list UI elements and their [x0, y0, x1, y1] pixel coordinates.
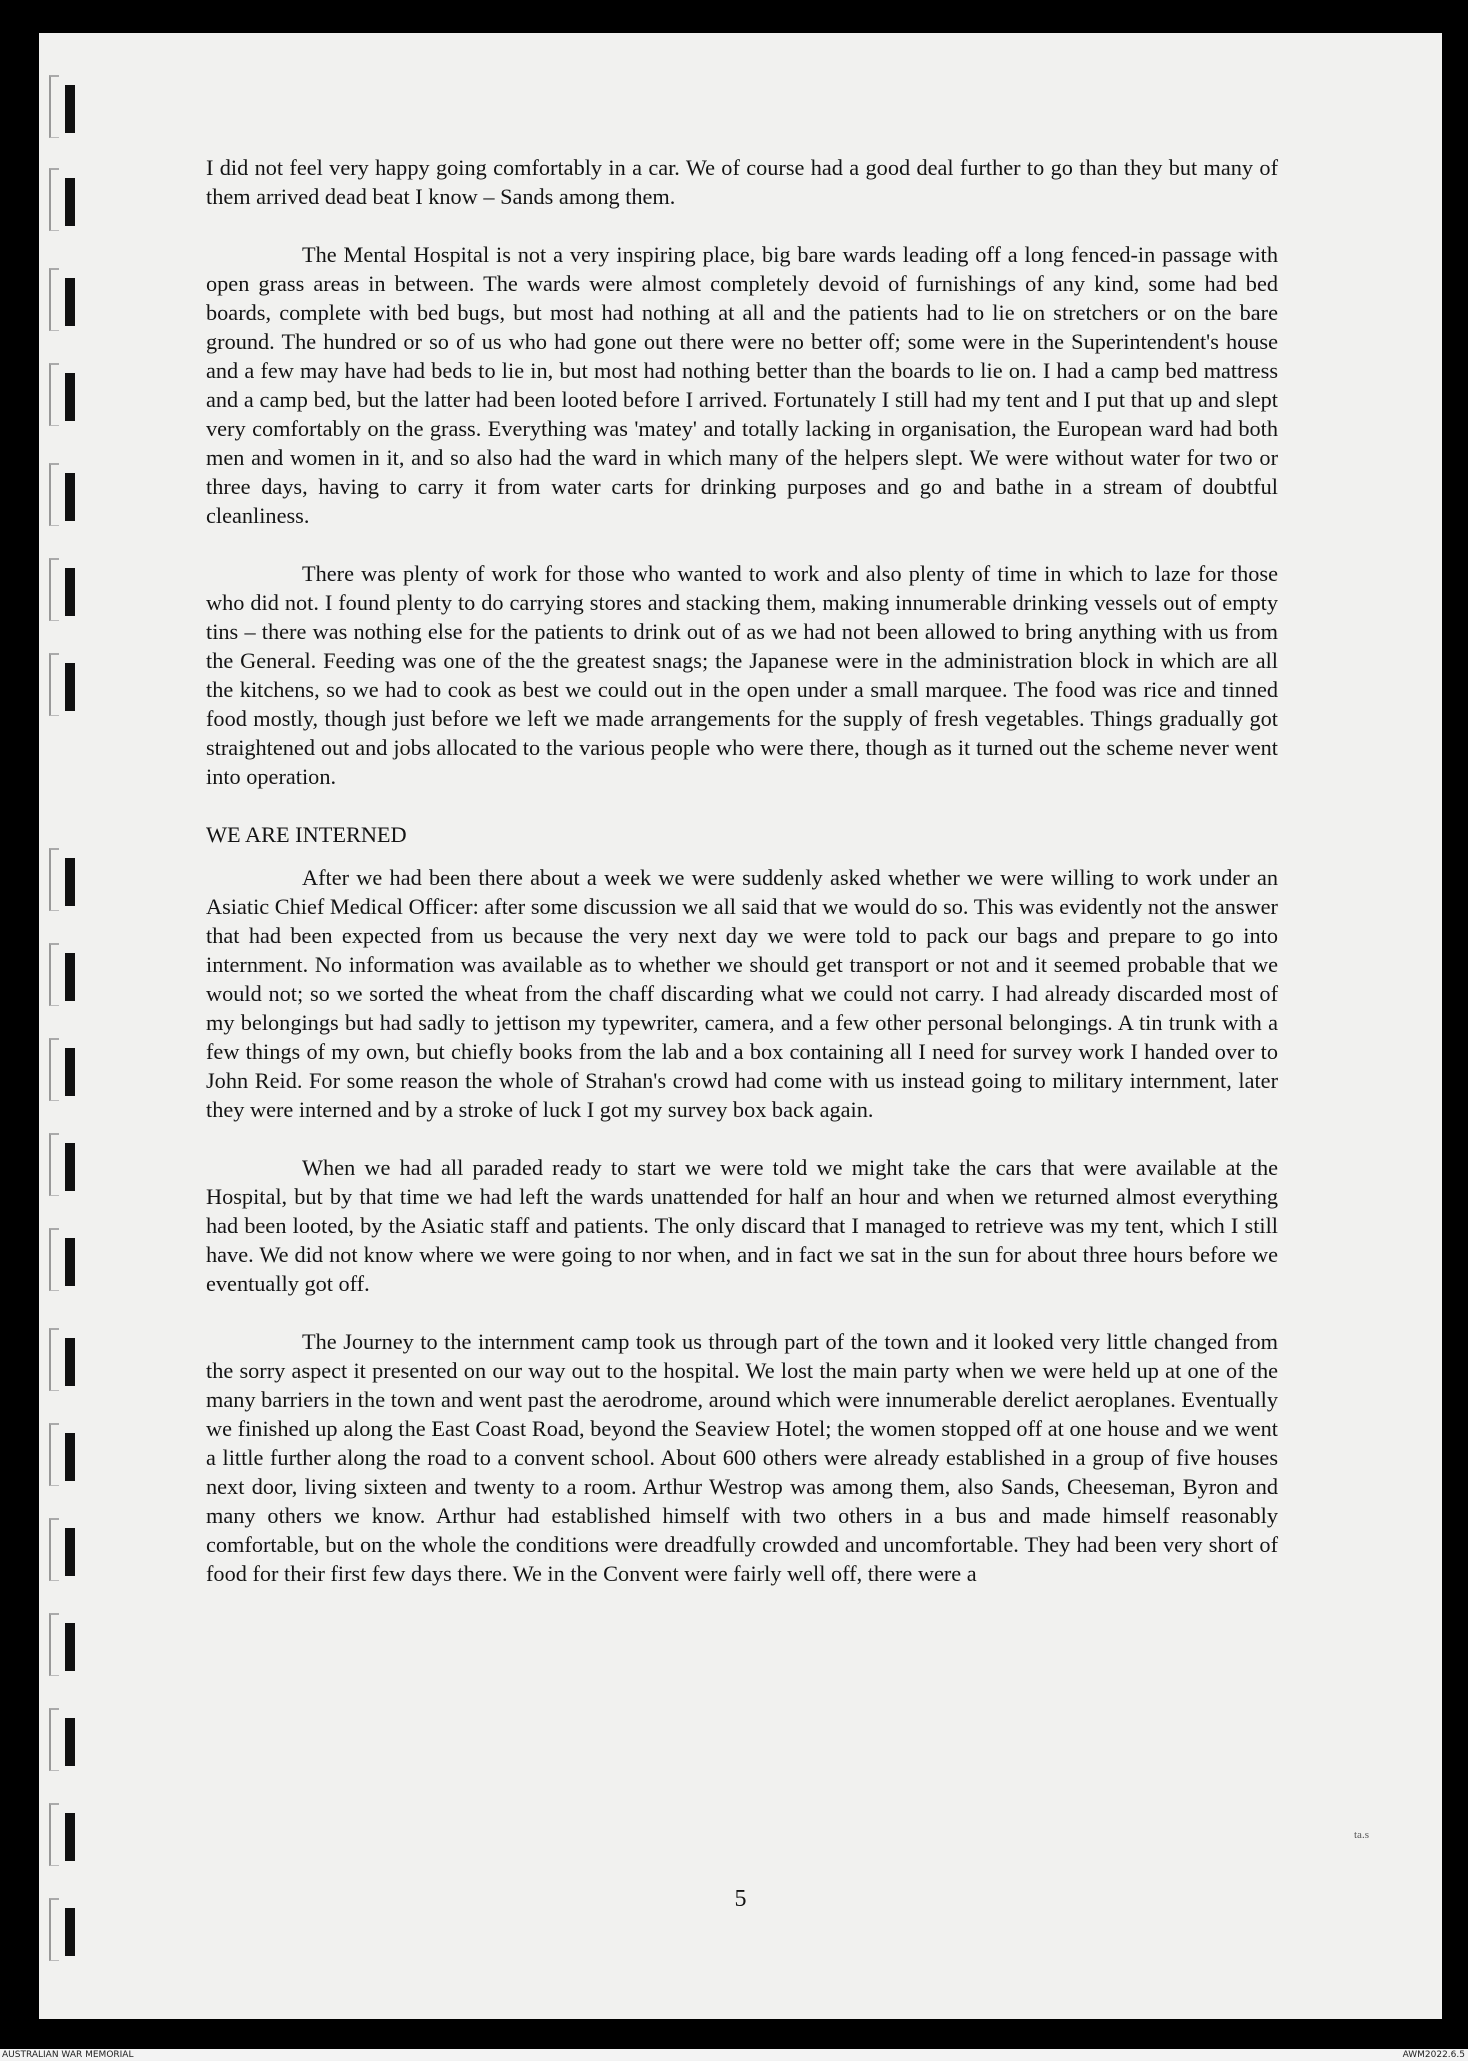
- binding-hole: [65, 568, 75, 616]
- binding-hole: [65, 1908, 75, 1956]
- binding-hole: [65, 1338, 75, 1386]
- binding-hole: [65, 1048, 75, 1096]
- binding-hole-edge: [49, 1328, 59, 1391]
- page-number: 5: [734, 1886, 747, 1912]
- binding-hole-edge: [49, 363, 59, 426]
- binding-hole-edge: [49, 943, 59, 1006]
- body-text: [206, 153, 1278, 1617]
- binding-hole: [65, 1813, 75, 1861]
- footer-accession-number: AWM2022.6.5: [1402, 2050, 1465, 2060]
- binding-hole: [65, 473, 75, 521]
- document-page: [39, 33, 1442, 2019]
- binding-hole: [65, 1718, 75, 1766]
- binding-hole: [65, 1433, 75, 1481]
- binding-hole: [65, 278, 75, 326]
- binding-hole-edge: [49, 848, 59, 911]
- footer-institution: AUSTRALIAN WAR MEMORIAL: [2, 2050, 134, 2060]
- binding-hole-edge: [49, 1228, 59, 1291]
- binding-hole: [65, 85, 75, 133]
- binding-hole-edge: [49, 1708, 59, 1771]
- binding-hole-edge: [49, 1803, 59, 1866]
- binding-hole-edge: [49, 653, 59, 716]
- section-heading: WE ARE INTERNED: [206, 822, 407, 847]
- binding-hole-edge: [49, 463, 59, 526]
- paragraph: The Journey to the internment camp took us through part of the town and it looked very little changed from the sorry aspect it presented on our way out to the hospital. We lost the main party when we were held up at one of the many barriers in the town and went past the aerodrome, around which were innumerable derelict aeroplanes. Eventually we finished up along the East Coast Road, beyond the Seaview Hotel; the women stopped off at one house and we went a little further along the road to a convent school. About 600 others were already established in a group of five houses next door, living sixteen and twenty to a room. Arthur Westrop was among them, also Sands, Cheeseman, Byron and many others we know. Arthur had established himself with two others in a bus and made himself reasonably comfortable, but on the whole the conditions were dreadfully crowded and uncomfortable. They had been very short of food for their first few days there. We in the Convent were fairly well off, there were a: [206, 1329, 1278, 1586]
- binding-hole: [65, 1238, 75, 1286]
- paragraph: There was plenty of work for those who wanted to work and also plenty of time in which to laze for those who did not. I found plenty to do carrying stores and stacking them, making innumerable drinking vessels out of empty tins – there was nothing else for the patients to drink out of as we had not been allowed to bring anything with us from the General. Feeding was one of the the greatest snags; the Japanese were in the administration block in which are all the kitchens, so we had to cook as best we could out in the open under a small marquee. The food was rice and tinned food mostly, though just before we left we made arrangements for the supply of fresh vegetables. Things gradually got straightened out and jobs allocated to the various people who were there, though as it turned out the scheme never went into operation.: [206, 561, 1278, 789]
- binding-hole: [65, 1623, 75, 1671]
- binding-hole: [65, 1143, 75, 1191]
- binding-holes: [39, 33, 119, 2019]
- paragraph: I did not feel very happy going comfortably in a car. We of course had a good deal further to go than they but many of them arrived dead beat I know – Sands among them.: [206, 155, 1278, 209]
- binding-hole: [65, 178, 75, 226]
- binding-hole-edge: [49, 1423, 59, 1486]
- margin-mark: ta.s: [1354, 1829, 1369, 1841]
- binding-hole-edge: [49, 558, 59, 621]
- binding-hole-edge: [49, 1613, 59, 1676]
- binding-hole: [65, 1528, 75, 1576]
- binding-hole-edge: [49, 168, 59, 231]
- binding-hole-edge: [49, 268, 59, 331]
- binding-hole-edge: [49, 1038, 59, 1101]
- paragraph: When we had all paraded ready to start we were told we might take the cars that were available at the Hospital, but by that time we had left the wards unattended for half an hour and when we returned almost everything had been looted, by the Asiatic staff and patients. The only discard that I managed to retrieve was my tent, which I still have. We did not know where we were going to nor when, and in fact we sat in the sun for about three hours before we eventually got off.: [206, 1155, 1278, 1296]
- paragraph: After we had been there about a week we were suddenly asked whether we were willing to work under an Asiatic Chief Medical Officer: after some discussion we all said that we would do so. This was evidently not the answer that had been expected from us because the very next day we were told to pack our bags and prepare to go into internment. No information was available as to whether we should get transport or not and it seemed probable that we would not; so we sorted the wheat from the chaff discarding what we could not carry. I had already discarded most of my belongings but had sadly to jettison my typewriter, camera, and a few other personal belongings. A tin trunk with a few things of my own, but chiefly books from the lab and a box containing all I need for survey work I handed over to John Reid. For some reason the whole of Strahan's crowd had come with us instead going to military internment, later they were interned and by a stroke of luck I got my survey box back again.: [206, 865, 1278, 1122]
- binding-hole-edge: [49, 75, 59, 138]
- binding-hole-edge: [49, 1518, 59, 1581]
- binding-hole: [65, 858, 75, 906]
- archive-footer: [0, 2049, 1468, 2061]
- binding-hole-edge: [49, 1133, 59, 1196]
- paragraph: The Mental Hospital is not a very inspiring place, big bare wards leading off a long fenced-in passage with open grass areas in between. The wards were almost completely devoid of furnishings of any kind, some had bed boards, complete with bed bugs, but most had nothing at all and the patients had to lie on stretchers or on the bare ground. The hundred or so of us who had gone out there were no better off; some were in the Superintendent's house and a few may have had beds to lie in, but most had nothing better than the boards to lie on. I had a camp bed mattress and a camp bed, but the latter had been looted before I arrived. Fortunately I still had my tent and I put that up and slept very comfortably on the grass. Everything was 'matey' and totally lacking in organisation, the European ward had both men and women in it, and so also had the ward in which many of the helpers slept. We were without water for two or three days, having to carry it from water carts for drinking purposes and go and bathe in a stream of doubtful cleanliness.: [206, 242, 1278, 528]
- binding-hole: [65, 953, 75, 1001]
- binding-hole: [65, 663, 75, 711]
- binding-hole: [65, 373, 75, 421]
